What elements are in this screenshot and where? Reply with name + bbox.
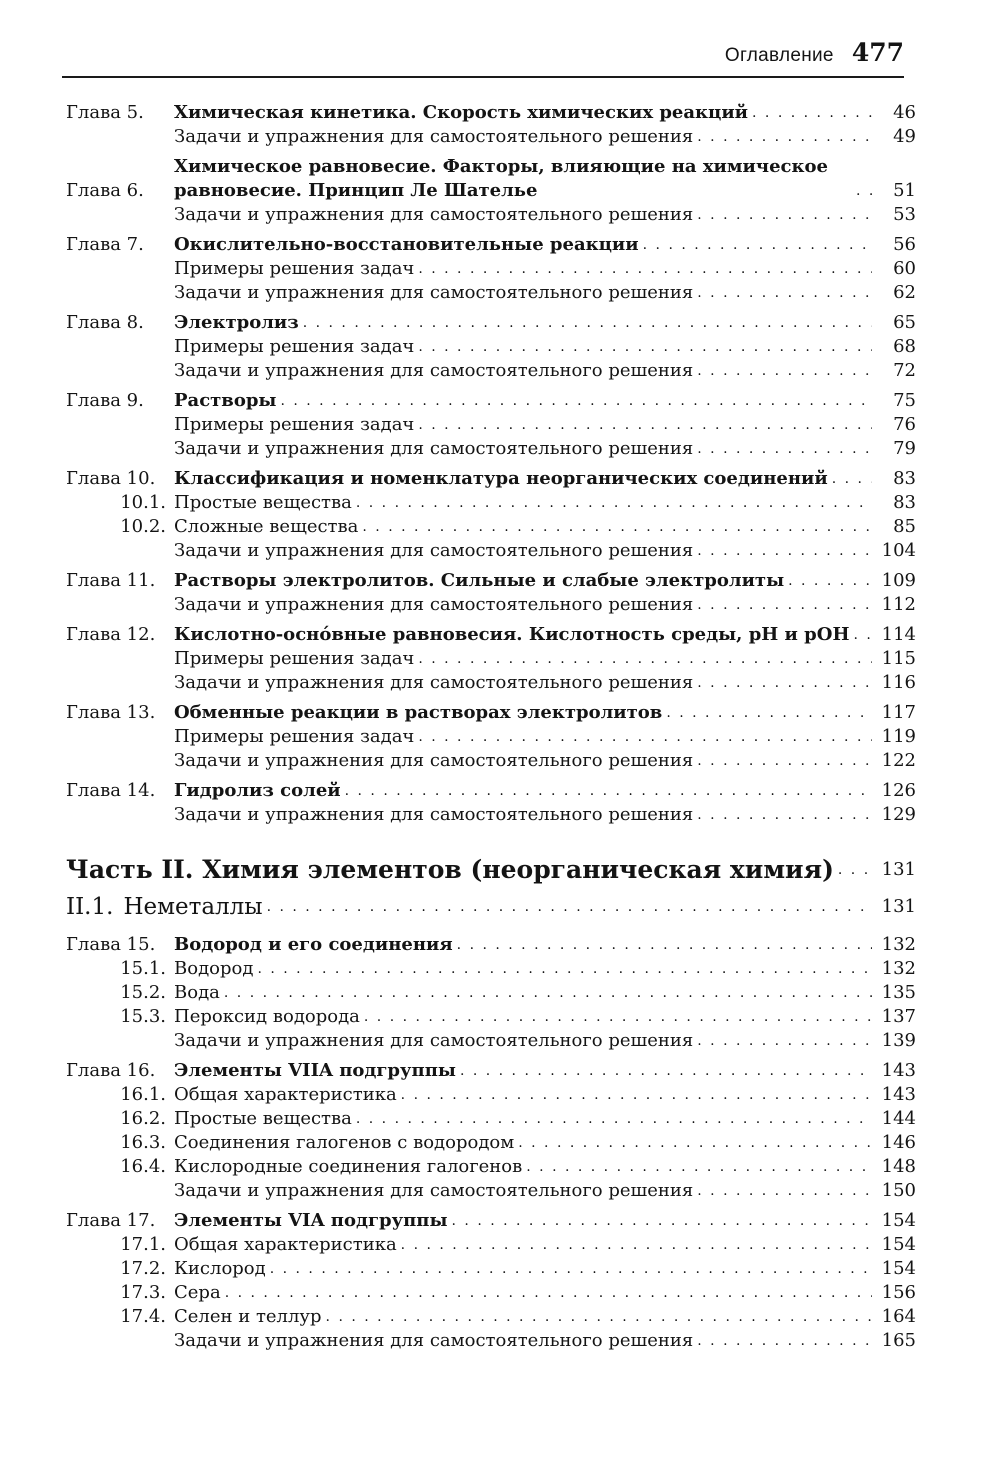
- subentry-number: 16.3.: [120, 1132, 166, 1153]
- leader-dots: [697, 203, 872, 227]
- subentry-title: Примеры решения задач: [174, 258, 415, 279]
- entry-page: 60: [893, 258, 916, 279]
- subentry-number: 10.1.: [120, 492, 166, 513]
- toc-chapter-6: [66, 155, 916, 227]
- entry-page: 137: [881, 1006, 916, 1027]
- leader-dots: [362, 515, 872, 539]
- subentry-title: Примеры решения задач: [174, 414, 415, 435]
- toc-subentry[interactable]: [66, 437, 916, 461]
- page-number: 477: [851, 38, 904, 67]
- toc-subentry[interactable]: [66, 413, 916, 437]
- toc-entry[interactable]: [66, 233, 916, 257]
- entry-page: 143: [881, 1084, 916, 1105]
- toc-subentry[interactable]: [66, 1281, 916, 1305]
- entry-page: 68: [893, 336, 916, 357]
- toc-subentry[interactable]: [66, 281, 916, 305]
- toc-section-2-1: [66, 891, 916, 923]
- subentry-number: 16.4.: [120, 1156, 166, 1177]
- leader-dots: [853, 623, 872, 647]
- subentry-title: Задачи и упражнения для самостоятельного решения: [174, 1330, 694, 1351]
- subentry-title: Задачи и упражнения для самостоятельного решения: [174, 1180, 694, 1201]
- toc-chapter-14: [66, 779, 916, 827]
- subentry-title: Задачи и упражнения для самостоятельного решения: [174, 750, 694, 771]
- toc-entry[interactable]: [66, 1059, 916, 1083]
- toc-subentry[interactable]: [66, 957, 916, 981]
- toc-entry[interactable]: [66, 701, 916, 725]
- subentry-title: Простые вещества: [174, 492, 352, 513]
- leader-dots: [457, 933, 872, 957]
- toc-subentry[interactable]: [66, 1179, 916, 1203]
- toc-entry[interactable]: [66, 467, 916, 491]
- subentry-title: Примеры решения задач: [174, 336, 415, 357]
- subentry-title: Общая характеристика: [174, 1084, 397, 1105]
- leader-dots: [697, 1029, 872, 1053]
- entry-page: 53: [893, 204, 916, 225]
- leader-dots: [697, 749, 872, 773]
- entry-page: 46: [893, 102, 916, 123]
- subentry-number: 17.3.: [120, 1282, 166, 1303]
- chapter-label: Глава 9.: [66, 390, 144, 411]
- entry-page: 164: [881, 1306, 916, 1327]
- leader-dots: [697, 1179, 872, 1203]
- chapter-title: Химическое равновесие. Факторы, влияющие на химическое равновесие. Принцип Ле Шателье: [174, 156, 828, 201]
- leader-dots: [364, 1005, 872, 1029]
- leader-dots: [345, 779, 872, 803]
- entry-page: 156: [881, 1282, 916, 1303]
- toc-part-2: [66, 853, 916, 887]
- toc-subentry[interactable]: [66, 671, 916, 695]
- entry-page: 51: [893, 180, 916, 201]
- toc-chapter-17: [66, 1209, 916, 1353]
- entry-page: 143: [881, 1060, 916, 1081]
- entry-page: 126: [881, 780, 916, 801]
- leader-dots: [697, 671, 872, 695]
- entry-page: 148: [881, 1156, 916, 1177]
- subentry-title: Задачи и упражнения для самостоятельного решения: [174, 204, 694, 225]
- chapter-label: Глава 14.: [66, 780, 156, 801]
- entry-page: 132: [881, 958, 916, 979]
- subentry-title: Кислородные соединения галогенов: [174, 1156, 523, 1177]
- entry-page: 150: [881, 1180, 916, 1201]
- leader-dots: [643, 233, 872, 257]
- toc-entry[interactable]: [66, 891, 916, 923]
- chapter-label: Глава 5.: [66, 102, 144, 123]
- toc-subentry[interactable]: [66, 749, 916, 773]
- leader-dots: [518, 1131, 872, 1155]
- leader-dots: [257, 957, 872, 981]
- leader-dots: [224, 981, 872, 1005]
- entry-page: 49: [893, 126, 916, 147]
- subentry-title: Задачи и упражнения для самостоятельного решения: [174, 672, 694, 693]
- leader-dots: [356, 1107, 872, 1131]
- leader-dots: [697, 539, 872, 563]
- leader-dots: [401, 1233, 872, 1257]
- entry-page: 116: [881, 672, 916, 693]
- subentry-title: Примеры решения задач: [174, 648, 415, 669]
- toc-subentry[interactable]: [66, 647, 916, 671]
- subentry-title: Простые вещества: [174, 1108, 352, 1129]
- entry-page: 117: [881, 702, 916, 723]
- leader-dots: [697, 125, 872, 149]
- toc-entry[interactable]: [66, 101, 916, 125]
- toc-subentry[interactable]: [66, 1083, 916, 1107]
- entry-page: 62: [893, 282, 916, 303]
- chapter-label: Глава 15.: [66, 934, 156, 955]
- entry-page: 122: [881, 750, 916, 771]
- subentry-title: Селен и теллур: [174, 1306, 322, 1327]
- subentry-title: Задачи и упражнения для самостоятельного решения: [174, 438, 694, 459]
- toc-subentry[interactable]: [66, 1329, 916, 1353]
- leader-dots: [697, 803, 872, 827]
- chapter-title: Обменные реакции в растворах электролитов: [174, 702, 663, 723]
- leader-dots: [225, 1281, 872, 1305]
- toc-subentry[interactable]: [66, 539, 916, 563]
- entry-page: 146: [881, 1132, 916, 1153]
- toc-subentry[interactable]: [66, 1107, 916, 1131]
- chapter-label: Глава 11.: [66, 570, 156, 591]
- chapter-label: Глава 16.: [66, 1060, 156, 1081]
- subentry-number: 16.1.: [120, 1084, 166, 1105]
- toc-subentry[interactable]: [66, 1305, 916, 1329]
- toc-chapter-5: [66, 101, 916, 149]
- entry-page: 76: [893, 414, 916, 435]
- subentry-title: Задачи и упражнения для самостоятельного решения: [174, 804, 694, 825]
- entry-page: 132: [881, 934, 916, 955]
- toc-subentry[interactable]: [66, 725, 916, 749]
- leader-dots: [270, 1257, 872, 1281]
- toc-subentry[interactable]: [66, 335, 916, 359]
- entry-page: 79: [893, 438, 916, 459]
- subentry-title: Водород: [174, 958, 254, 979]
- toc-entry[interactable]: [66, 933, 916, 957]
- toc-subentry[interactable]: [66, 1155, 916, 1179]
- subentry-number: 17.2.: [120, 1258, 166, 1279]
- subentry-number: 15.3.: [120, 1006, 166, 1027]
- toc-entry[interactable]: [66, 155, 916, 203]
- toc-subentry[interactable]: [66, 1257, 916, 1281]
- leader-dots: [326, 1305, 872, 1329]
- entry-page: 104: [881, 540, 916, 561]
- subentry-number: 16.2.: [120, 1108, 166, 1129]
- toc-entry[interactable]: [66, 389, 916, 413]
- subentry-title: Общая характеристика: [174, 1234, 397, 1255]
- subentry-title: Вода: [174, 982, 220, 1003]
- chapter-label: Глава 13.: [66, 702, 156, 723]
- entry-page: 56: [893, 234, 916, 255]
- toc-subentry[interactable]: [66, 203, 916, 227]
- chapter-title: Окислительно-восстановительные реакции: [174, 234, 639, 255]
- leader-dots: [418, 335, 872, 359]
- leader-dots: [460, 1059, 872, 1083]
- leader-dots: [267, 891, 872, 923]
- toc-subentry[interactable]: [66, 981, 916, 1005]
- entry-page: 112: [881, 594, 916, 615]
- leader-dots: [303, 311, 872, 335]
- subentry-title: Задачи и упражнения для самостоятельного решения: [174, 126, 694, 147]
- toc-chapter-15: [66, 933, 916, 1053]
- chapter-title: Элементы VIIA подгруппы: [174, 1060, 456, 1081]
- section-title: Неметаллы: [123, 894, 263, 920]
- toc-subentry[interactable]: [66, 593, 916, 617]
- chapter-title: Растворы: [174, 390, 277, 411]
- toc-subentry[interactable]: [66, 359, 916, 383]
- toc-chapter-7: [66, 233, 916, 305]
- chapter-title: Элементы VIA подгруппы: [174, 1210, 448, 1231]
- subentry-title: Задачи и упражнения для самостоятельного решения: [174, 594, 694, 615]
- toc-chapter-12: [66, 623, 916, 695]
- chapter-title: Водород и его соединения: [174, 934, 453, 955]
- toc-subentry[interactable]: [66, 491, 916, 515]
- toc-chapter-8: [66, 311, 916, 383]
- entry-page: 83: [893, 492, 916, 513]
- leader-dots: [788, 569, 872, 593]
- toc-subentry[interactable]: [66, 1005, 916, 1029]
- subentry-title: Кислород: [174, 1258, 266, 1279]
- entry-page: 114: [881, 624, 916, 645]
- leader-dots: [418, 257, 872, 281]
- leader-dots: [697, 1329, 872, 1353]
- leader-dots: [697, 593, 872, 617]
- entry-page: 165: [881, 1330, 916, 1351]
- subentry-title: Сложные вещества: [174, 516, 359, 537]
- subentry-title: Задачи и упражнения для самостоятельного решения: [174, 282, 694, 303]
- chapter-title: Гидролиз солей: [174, 780, 341, 801]
- subentry-title: Задачи и упражнения для самостоятельного решения: [174, 360, 694, 381]
- subentry-number: 17.1.: [120, 1234, 166, 1255]
- toc-subentry[interactable]: [66, 1029, 916, 1053]
- entry-page: 129: [881, 804, 916, 825]
- leader-dots: [401, 1083, 872, 1107]
- toc-subentry[interactable]: [66, 803, 916, 827]
- entry-page: 65: [893, 312, 916, 333]
- toc-chapter-13: [66, 701, 916, 773]
- toc-entry[interactable]: [66, 853, 916, 887]
- toc-entry[interactable]: [66, 569, 916, 593]
- part-title: Часть II. Химия элементов (неорганическая химия): [66, 855, 834, 884]
- running-header-title: Оглавление: [724, 45, 834, 66]
- entry-page: 131: [881, 896, 916, 917]
- leader-dots: [666, 701, 872, 725]
- chapter-title: Химическая кинетика. Скорость химических реакций: [174, 102, 749, 123]
- entry-page: 135: [881, 982, 916, 1003]
- running-header: [62, 38, 904, 78]
- subentry-title: Пероксид водорода: [174, 1006, 360, 1027]
- entry-page: 154: [881, 1210, 916, 1231]
- toc-subentry[interactable]: [66, 257, 916, 281]
- toc-subentry[interactable]: [66, 1233, 916, 1257]
- toc-entry[interactable]: [66, 779, 916, 803]
- entry-page: 85: [893, 516, 916, 537]
- leader-dots: [697, 359, 872, 383]
- toc-subentry[interactable]: [66, 515, 916, 539]
- chapter-title: Электролиз: [174, 312, 299, 333]
- chapter-label: Глава 8.: [66, 312, 144, 333]
- toc-subentry[interactable]: [66, 125, 916, 149]
- entry-page: 119: [881, 726, 916, 747]
- chapter-title: Кислотно-осно́вные равновесия. Кислотность среды, pH и pOH: [174, 624, 850, 645]
- section-label: II.1.: [66, 894, 114, 920]
- toc-chapter-9: [66, 389, 916, 461]
- toc-entry[interactable]: [66, 1209, 916, 1233]
- toc-chapter-10: [66, 467, 916, 563]
- entry-page: 109: [881, 570, 916, 591]
- leader-dots: [418, 413, 872, 437]
- leader-dots: [838, 853, 872, 887]
- toc-subentry[interactable]: [66, 1131, 916, 1155]
- chapter-label: Глава 10.: [66, 468, 156, 489]
- entry-page: 131: [881, 859, 916, 880]
- chapter-title: Растворы электролитов. Сильные и слабые электролиты: [174, 570, 785, 591]
- leader-dots: [280, 389, 872, 413]
- leader-dots: [697, 437, 872, 461]
- subentry-title: Задачи и упражнения для самостоятельного решения: [174, 540, 694, 561]
- leader-dots: [697, 281, 872, 305]
- leader-dots: [418, 647, 872, 671]
- entry-page: 144: [881, 1108, 916, 1129]
- leader-dots: [452, 1209, 872, 1233]
- subentry-title: Сера: [174, 1282, 221, 1303]
- toc-chapter-16: [66, 1059, 916, 1203]
- subentry-number: 15.1.: [120, 958, 166, 979]
- entry-page: 154: [881, 1258, 916, 1279]
- leader-dots: [752, 101, 872, 125]
- chapter-label: Глава 7.: [66, 234, 144, 255]
- leader-dots: [856, 179, 872, 203]
- entry-page: 115: [881, 648, 916, 669]
- chapter-label: Глава 17.: [66, 1210, 156, 1231]
- table-of-contents: [66, 101, 916, 1359]
- entry-page: 83: [893, 468, 916, 489]
- chapter-label: Глава 12.: [66, 624, 156, 645]
- toc-chapter-11: [66, 569, 916, 617]
- toc-entry[interactable]: [66, 623, 916, 647]
- subentry-title: Примеры решения задач: [174, 726, 415, 747]
- subentry-title: Соединения галогенов с водородом: [174, 1132, 515, 1153]
- subentry-number: 15.2.: [120, 982, 166, 1003]
- leader-dots: [418, 725, 872, 749]
- subentry-title: Задачи и упражнения для самостоятельного решения: [174, 1030, 694, 1051]
- entry-page: 72: [893, 360, 916, 381]
- subentry-number: 17.4.: [120, 1306, 166, 1327]
- entry-page: 75: [893, 390, 916, 411]
- chapter-label: Глава 6.: [66, 180, 144, 201]
- leader-dots: [832, 467, 872, 491]
- entry-page: 154: [881, 1234, 916, 1255]
- entry-page: 139: [881, 1030, 916, 1051]
- leader-dots: [526, 1155, 872, 1179]
- chapter-title: Классификация и номенклатура неорганических соединений: [174, 468, 828, 489]
- toc-entry[interactable]: [66, 311, 916, 335]
- leader-dots: [356, 491, 872, 515]
- subentry-number: 10.2.: [120, 516, 166, 537]
